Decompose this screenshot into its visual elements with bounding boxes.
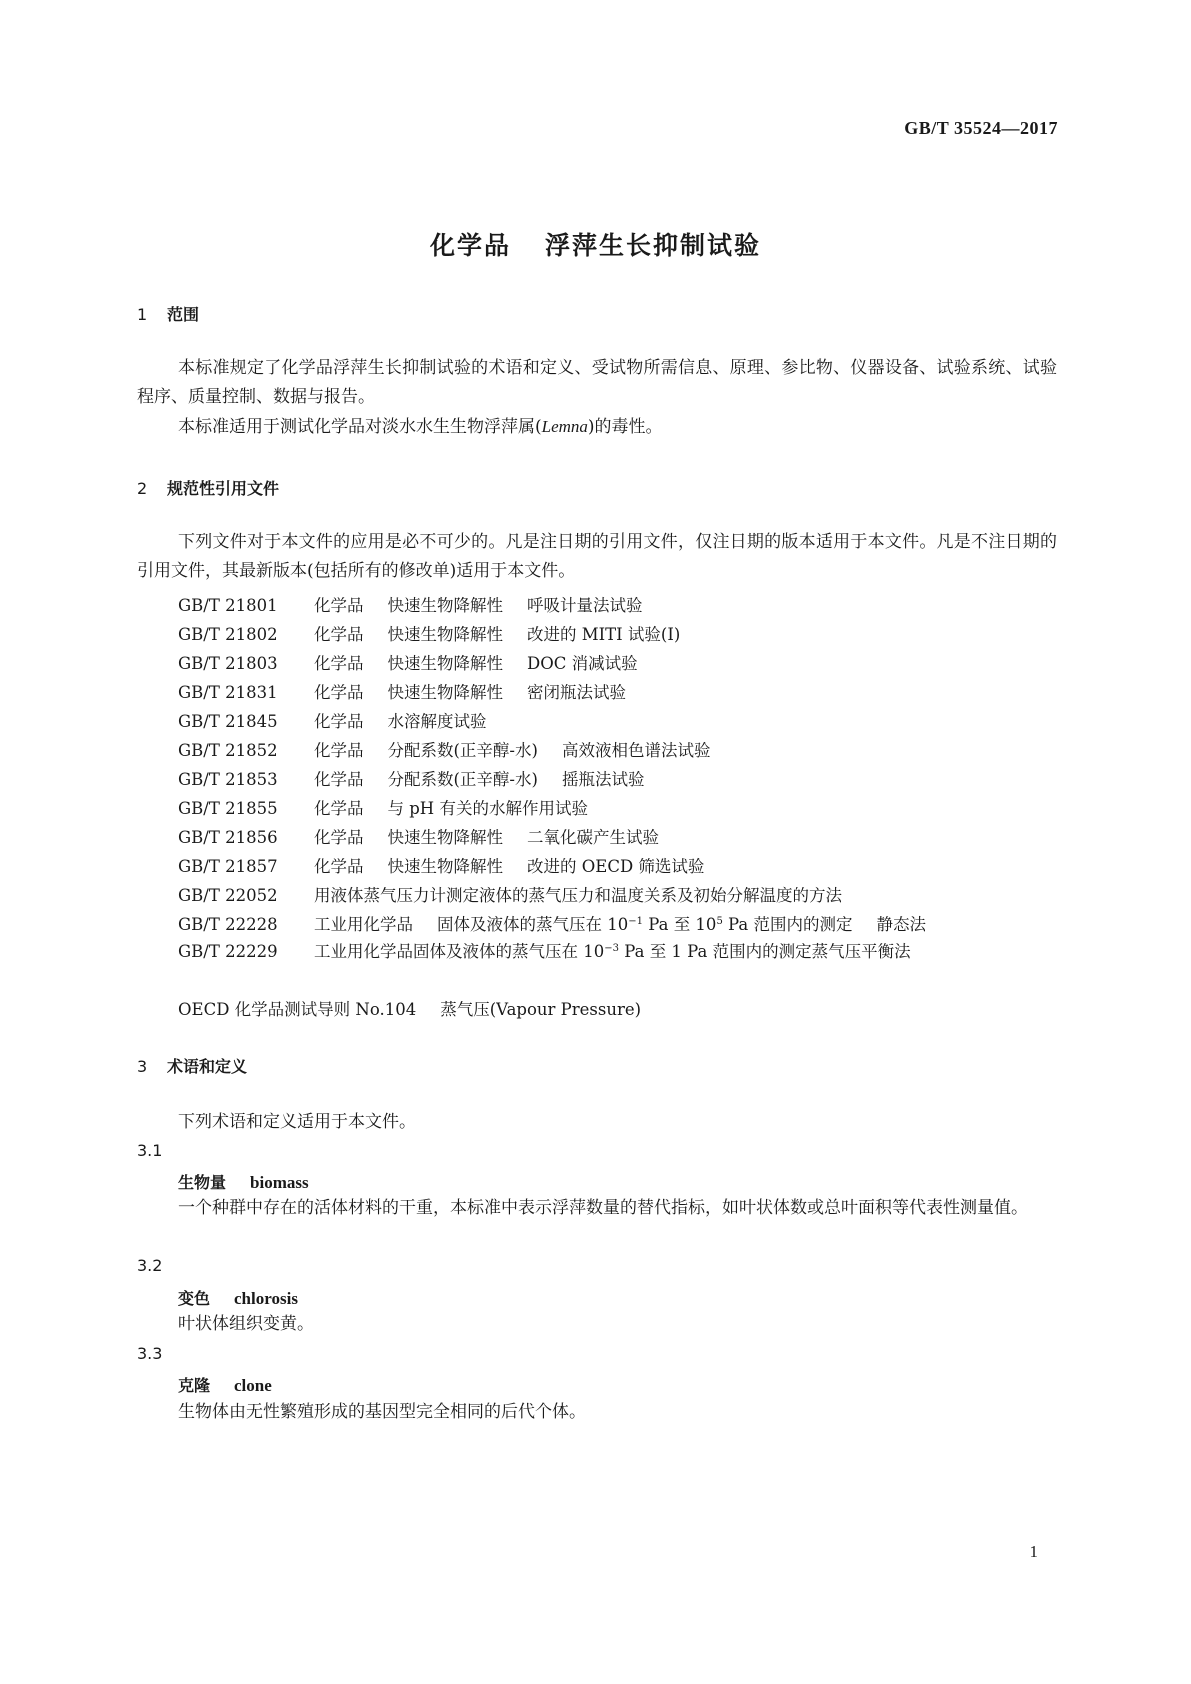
term-english: biomass: [250, 1173, 309, 1192]
scope-text-b: )的毒性。: [587, 417, 663, 437]
reference-item: [178, 737, 710, 761]
scope-paragraph-1: 本标准规定了化学品浮萍生长抑制试验的术语和定义、受试物所需信息、原理、参比物、仪器设备、试验系统、试验程序、质量控制、数据与报告。: [137, 358, 1057, 407]
section-3-heading: [137, 1054, 247, 1077]
reference-code: GB/T 21831: [178, 683, 278, 702]
reference-part: 密闭瓶法试验: [527, 683, 626, 702]
reference-part: 蒸气压平衡法: [811, 942, 911, 961]
term-definition: 一个种群中存在的活体材料的干重，本标准中表示浮萍数量的替代指标，如叶状体数或总叶面积等代表性测量值。: [178, 1198, 1028, 1218]
section-number: 3: [137, 1057, 148, 1076]
reference-part: 快速生物降解性: [387, 596, 503, 615]
reference-part: 快速生物降解性: [387, 625, 503, 644]
reference-part: 工业用化学品: [314, 942, 413, 961]
reference-part: 与 pH 有关的水解作用试验: [387, 799, 588, 818]
reference-code: GB/T 21857: [178, 857, 278, 876]
reference-code: GB/T 21856: [178, 828, 278, 847]
reference-code: GB/T 21845: [178, 712, 278, 731]
reference-code: GB/T 21855: [178, 799, 278, 818]
reference-part: 化学品: [314, 654, 364, 673]
reference-part: 呼吸计量法试验: [527, 596, 643, 615]
term-english: clone: [234, 1376, 272, 1395]
reference-part: 化学品: [314, 799, 364, 818]
term-heading: [178, 1170, 309, 1193]
reference-code: GB/T 22228: [178, 915, 278, 934]
reference-part: 蒸气压(Vapour Pressure): [440, 1000, 642, 1019]
term-heading: [178, 1373, 272, 1396]
reference-item: [178, 824, 659, 848]
reference-part: 快速生物降解性: [387, 654, 503, 673]
reference-part: 化学品: [314, 625, 364, 644]
reference-code: OECD 化学品测试导则 No.104: [178, 1000, 417, 1019]
section-number: 2: [137, 479, 148, 498]
term-number: 3.3: [137, 1344, 163, 1363]
reference-part: 化学品: [314, 828, 364, 847]
reference-item: [178, 795, 588, 819]
term-heading: [178, 1286, 298, 1309]
reference-part: 快速生物降解性: [387, 683, 503, 702]
reference-part: 改进的 MITI 试验(Ⅰ): [527, 625, 681, 644]
reference-part: 分配系数(正辛醇-水): [387, 741, 538, 760]
reference-part: 化学品: [314, 712, 364, 731]
reference-code: GB/T 21853: [178, 770, 278, 789]
term-chinese: 变色: [178, 1289, 211, 1308]
reference-item-wrapped: [137, 934, 1057, 966]
reference-part: 快速生物降解性: [387, 857, 503, 876]
title-part-1: 化学品: [429, 231, 511, 260]
reference-part: 工业用化学品: [314, 915, 413, 934]
reference-part: 分配系数(正辛醇-水): [387, 770, 538, 789]
terms-intro: 下列术语和定义适用于本文件。: [178, 1112, 416, 1132]
reference-part: 化学品: [314, 683, 364, 702]
standard-code: GB/T 35524—2017: [904, 118, 1058, 138]
exponent: −3: [604, 943, 619, 954]
reference-item: [178, 853, 704, 877]
term-chinese: 生物量: [178, 1173, 227, 1192]
reference-item: [178, 766, 644, 790]
reference-item: [178, 911, 926, 935]
references-intro: 下列文件对于本文件的应用是必不可少的。凡是注日期的引用文件，仅注日期的版本适用于本文件。凡是不注日期的引用文件，其最新版本(包括所有的修改单)适用于本文件。: [137, 532, 1057, 581]
reference-part: 化学品: [314, 857, 364, 876]
reference-part: Pa 至 1 Pa 范围内的测定: [619, 942, 812, 961]
term-definition: 生物体由无性繁殖形成的基因型完全相同的后代个体。: [178, 1402, 586, 1422]
reference-part: 高效液相色谱法试验: [561, 741, 711, 760]
reference-part: 化学品: [314, 596, 364, 615]
reference-part: 固体及液体的蒸气压在 10: [413, 942, 605, 961]
title-part-2: 浮萍生长抑制试验: [545, 231, 762, 260]
reference-part: 固体及液体的蒸气压在 10: [437, 915, 629, 934]
scope-paragraph-2: [137, 412, 1057, 442]
reference-code: GB/T 21801: [178, 596, 278, 615]
reference-item: [178, 708, 487, 732]
term-chinese: 克隆: [178, 1376, 211, 1395]
genus-name: Lemna: [541, 417, 588, 436]
term-number: 3.2: [137, 1256, 163, 1275]
reference-code: GB/T 21852: [178, 741, 278, 760]
reference-part: Pa 范围内的测定: [722, 915, 853, 934]
section-title: 术语和定义: [167, 1057, 248, 1076]
reference-item: [178, 592, 643, 616]
reference-part: 改进的 OECD 筛选试验: [527, 857, 705, 876]
reference-code: GB/T 22229: [178, 942, 278, 961]
term-english: chlorosis: [234, 1289, 298, 1308]
term-number: 3.1: [137, 1141, 163, 1160]
document-title: [0, 226, 1191, 262]
reference-part: 二氧化碳产生试验: [527, 828, 659, 847]
reference-part: 化学品: [314, 770, 364, 789]
reference-code: GB/T 22052: [178, 886, 278, 905]
reference-part: 摇瓶法试验: [561, 770, 645, 789]
reference-part: 用液体蒸气压力计测定液体的蒸气压力和温度关系及初始分解温度的方法: [314, 886, 842, 905]
section-2-heading: [137, 476, 279, 499]
reference-part: 快速生物降解性: [387, 828, 503, 847]
scope-text-a: 本标准适用于测试化学品对淡水水生生物浮萍属(: [178, 417, 542, 437]
reference-part: DOC 消减试验: [527, 654, 638, 673]
reference-part: 水溶解度试验: [387, 712, 487, 731]
reference-part: 静态法: [876, 915, 927, 934]
reference-code: GB/T 21802: [178, 625, 278, 644]
reference-part: 化学品: [314, 741, 364, 760]
section-title: 范围: [167, 305, 200, 324]
reference-item: [178, 996, 641, 1020]
reference-part: Pa 至 10: [643, 915, 717, 934]
reference-item: [178, 621, 680, 645]
section-title: 规范性引用文件: [167, 479, 280, 498]
reference-item: [178, 650, 638, 674]
section-1-heading: [137, 302, 199, 325]
exponent: −1: [628, 916, 643, 927]
section-number: 1: [137, 305, 148, 324]
term-definition: 叶状体组织变黄。: [178, 1314, 314, 1334]
reference-item: [178, 679, 626, 703]
reference-code: GB/T 21803: [178, 654, 278, 673]
exponent: 5: [716, 916, 723, 927]
reference-item: [178, 882, 842, 906]
page-number: 1: [1029, 1542, 1038, 1561]
